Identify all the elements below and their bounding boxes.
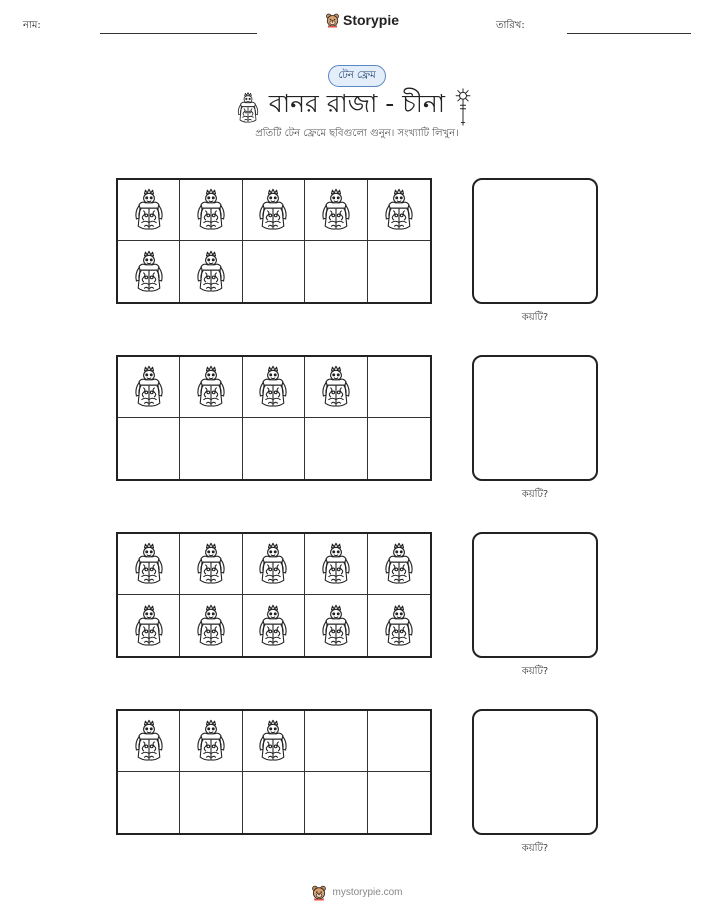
monkey-king-icon bbox=[255, 542, 291, 586]
ten-frame-cell bbox=[180, 241, 242, 302]
ten-frame-cell bbox=[368, 418, 430, 479]
ten-frame-cell bbox=[243, 180, 305, 241]
ten-frame-cell bbox=[305, 418, 367, 479]
name-field-line[interactable] bbox=[100, 33, 257, 34]
ten-frame-cell bbox=[305, 595, 367, 656]
ten-frame-cell bbox=[180, 418, 242, 479]
monkey-king-icon bbox=[193, 604, 229, 648]
ten-frame-cell bbox=[180, 772, 242, 833]
monkey-king-icon bbox=[131, 188, 167, 232]
monkey-king-icon bbox=[318, 365, 354, 409]
name-label: নাম: bbox=[23, 20, 41, 31]
monkey-king-icon bbox=[131, 542, 167, 586]
ten-frame-cell bbox=[118, 534, 180, 595]
ten-frame-cell bbox=[118, 180, 180, 241]
answer-box-3[interactable] bbox=[472, 532, 598, 658]
ten-frame-2 bbox=[116, 355, 432, 481]
ten-frame-cell bbox=[118, 418, 180, 479]
ten-frame-cell bbox=[305, 241, 367, 302]
answer-label-2: কয়টি? bbox=[521, 489, 549, 500]
storypie-bear-icon bbox=[325, 12, 340, 28]
ten-frame-cell bbox=[180, 711, 242, 772]
monkey-king-icon bbox=[318, 604, 354, 648]
ten-frame-cell bbox=[243, 534, 305, 595]
monkey-king-icon bbox=[131, 604, 167, 648]
monkey-king-icon bbox=[381, 542, 417, 586]
date-field-line[interactable] bbox=[567, 33, 691, 34]
ten-frame-cell bbox=[305, 534, 367, 595]
answer-label-3: কয়টি? bbox=[521, 666, 549, 677]
ten-frame-cell bbox=[368, 534, 430, 595]
monkey-king-icon bbox=[193, 188, 229, 232]
answer-box-1[interactable] bbox=[472, 178, 598, 304]
ten-frame-cell bbox=[243, 595, 305, 656]
ten-frame-cell bbox=[305, 180, 367, 241]
brand-name: Storypie bbox=[343, 12, 400, 28]
ten-frame-cell bbox=[118, 711, 180, 772]
date-label: তারিখ: bbox=[496, 20, 525, 31]
ten-frame-cell bbox=[243, 772, 305, 833]
monkey-king-icon bbox=[255, 188, 291, 232]
ten-frame-cell bbox=[118, 241, 180, 302]
monkey-king-icon bbox=[381, 604, 417, 648]
monkey-king-icon bbox=[193, 365, 229, 409]
storypie-bear-icon bbox=[311, 884, 327, 901]
ten-frame-cell bbox=[118, 772, 180, 833]
monkey-king-icon bbox=[255, 604, 291, 648]
answer-box-2[interactable] bbox=[472, 355, 598, 481]
monkey-king-icon bbox=[193, 250, 229, 294]
ten-frame-cell bbox=[243, 241, 305, 302]
monkey-king-icon bbox=[131, 250, 167, 294]
ten-frame-cell bbox=[305, 357, 367, 418]
ten-frame-cell bbox=[118, 357, 180, 418]
answer-label-4: কয়টি? bbox=[521, 843, 549, 854]
ten-frame-cell bbox=[180, 357, 242, 418]
footer bbox=[0, 884, 714, 901]
ten-frame-cell bbox=[368, 772, 430, 833]
monkey-king-icon bbox=[318, 188, 354, 232]
ten-frame-cell bbox=[368, 180, 430, 241]
monkey-king-icon bbox=[318, 542, 354, 586]
footer-url[interactable]: mystorypie.com bbox=[332, 887, 403, 898]
ten-frame-3 bbox=[116, 532, 432, 658]
instructions: প্রতিটি টেন ফ্রেমে ছবিগুলো গুনুন। সংখ্যাটি লিখুন। bbox=[255, 128, 459, 139]
monkey-king-icon bbox=[381, 188, 417, 232]
ten-frame-1 bbox=[116, 178, 432, 304]
ten-frame-cell bbox=[368, 241, 430, 302]
page-title: বানর রাজা - চীনা bbox=[268, 89, 446, 118]
ten-frame-4 bbox=[116, 709, 432, 835]
ten-frame-cell bbox=[180, 180, 242, 241]
monkey-king-icon bbox=[131, 365, 167, 409]
ten-frame-cell bbox=[243, 418, 305, 479]
worksheet-type-badge: টেন ফ্রেম bbox=[328, 65, 386, 87]
answer-label-1: কয়টি? bbox=[521, 312, 549, 323]
monkey-king-icon bbox=[255, 719, 291, 763]
ten-frame-cell bbox=[305, 711, 367, 772]
ten-frame-cell bbox=[180, 595, 242, 656]
monkey-king-icon bbox=[193, 719, 229, 763]
ten-frame-cell bbox=[368, 711, 430, 772]
ten-frame-cell bbox=[243, 711, 305, 772]
ten-frame-cell bbox=[368, 595, 430, 656]
golden-staff-icon bbox=[452, 88, 474, 126]
monkey-king-icon bbox=[193, 542, 229, 586]
monkey-king-icon bbox=[131, 719, 167, 763]
ten-frame-cell bbox=[243, 357, 305, 418]
ten-frame-cell bbox=[305, 772, 367, 833]
ten-frame-cell bbox=[368, 357, 430, 418]
ten-frame-cell bbox=[118, 595, 180, 656]
monkey-king-icon bbox=[255, 365, 291, 409]
answer-box-4[interactable] bbox=[472, 709, 598, 835]
ten-frame-cell bbox=[180, 534, 242, 595]
brand-logo bbox=[325, 12, 399, 28]
